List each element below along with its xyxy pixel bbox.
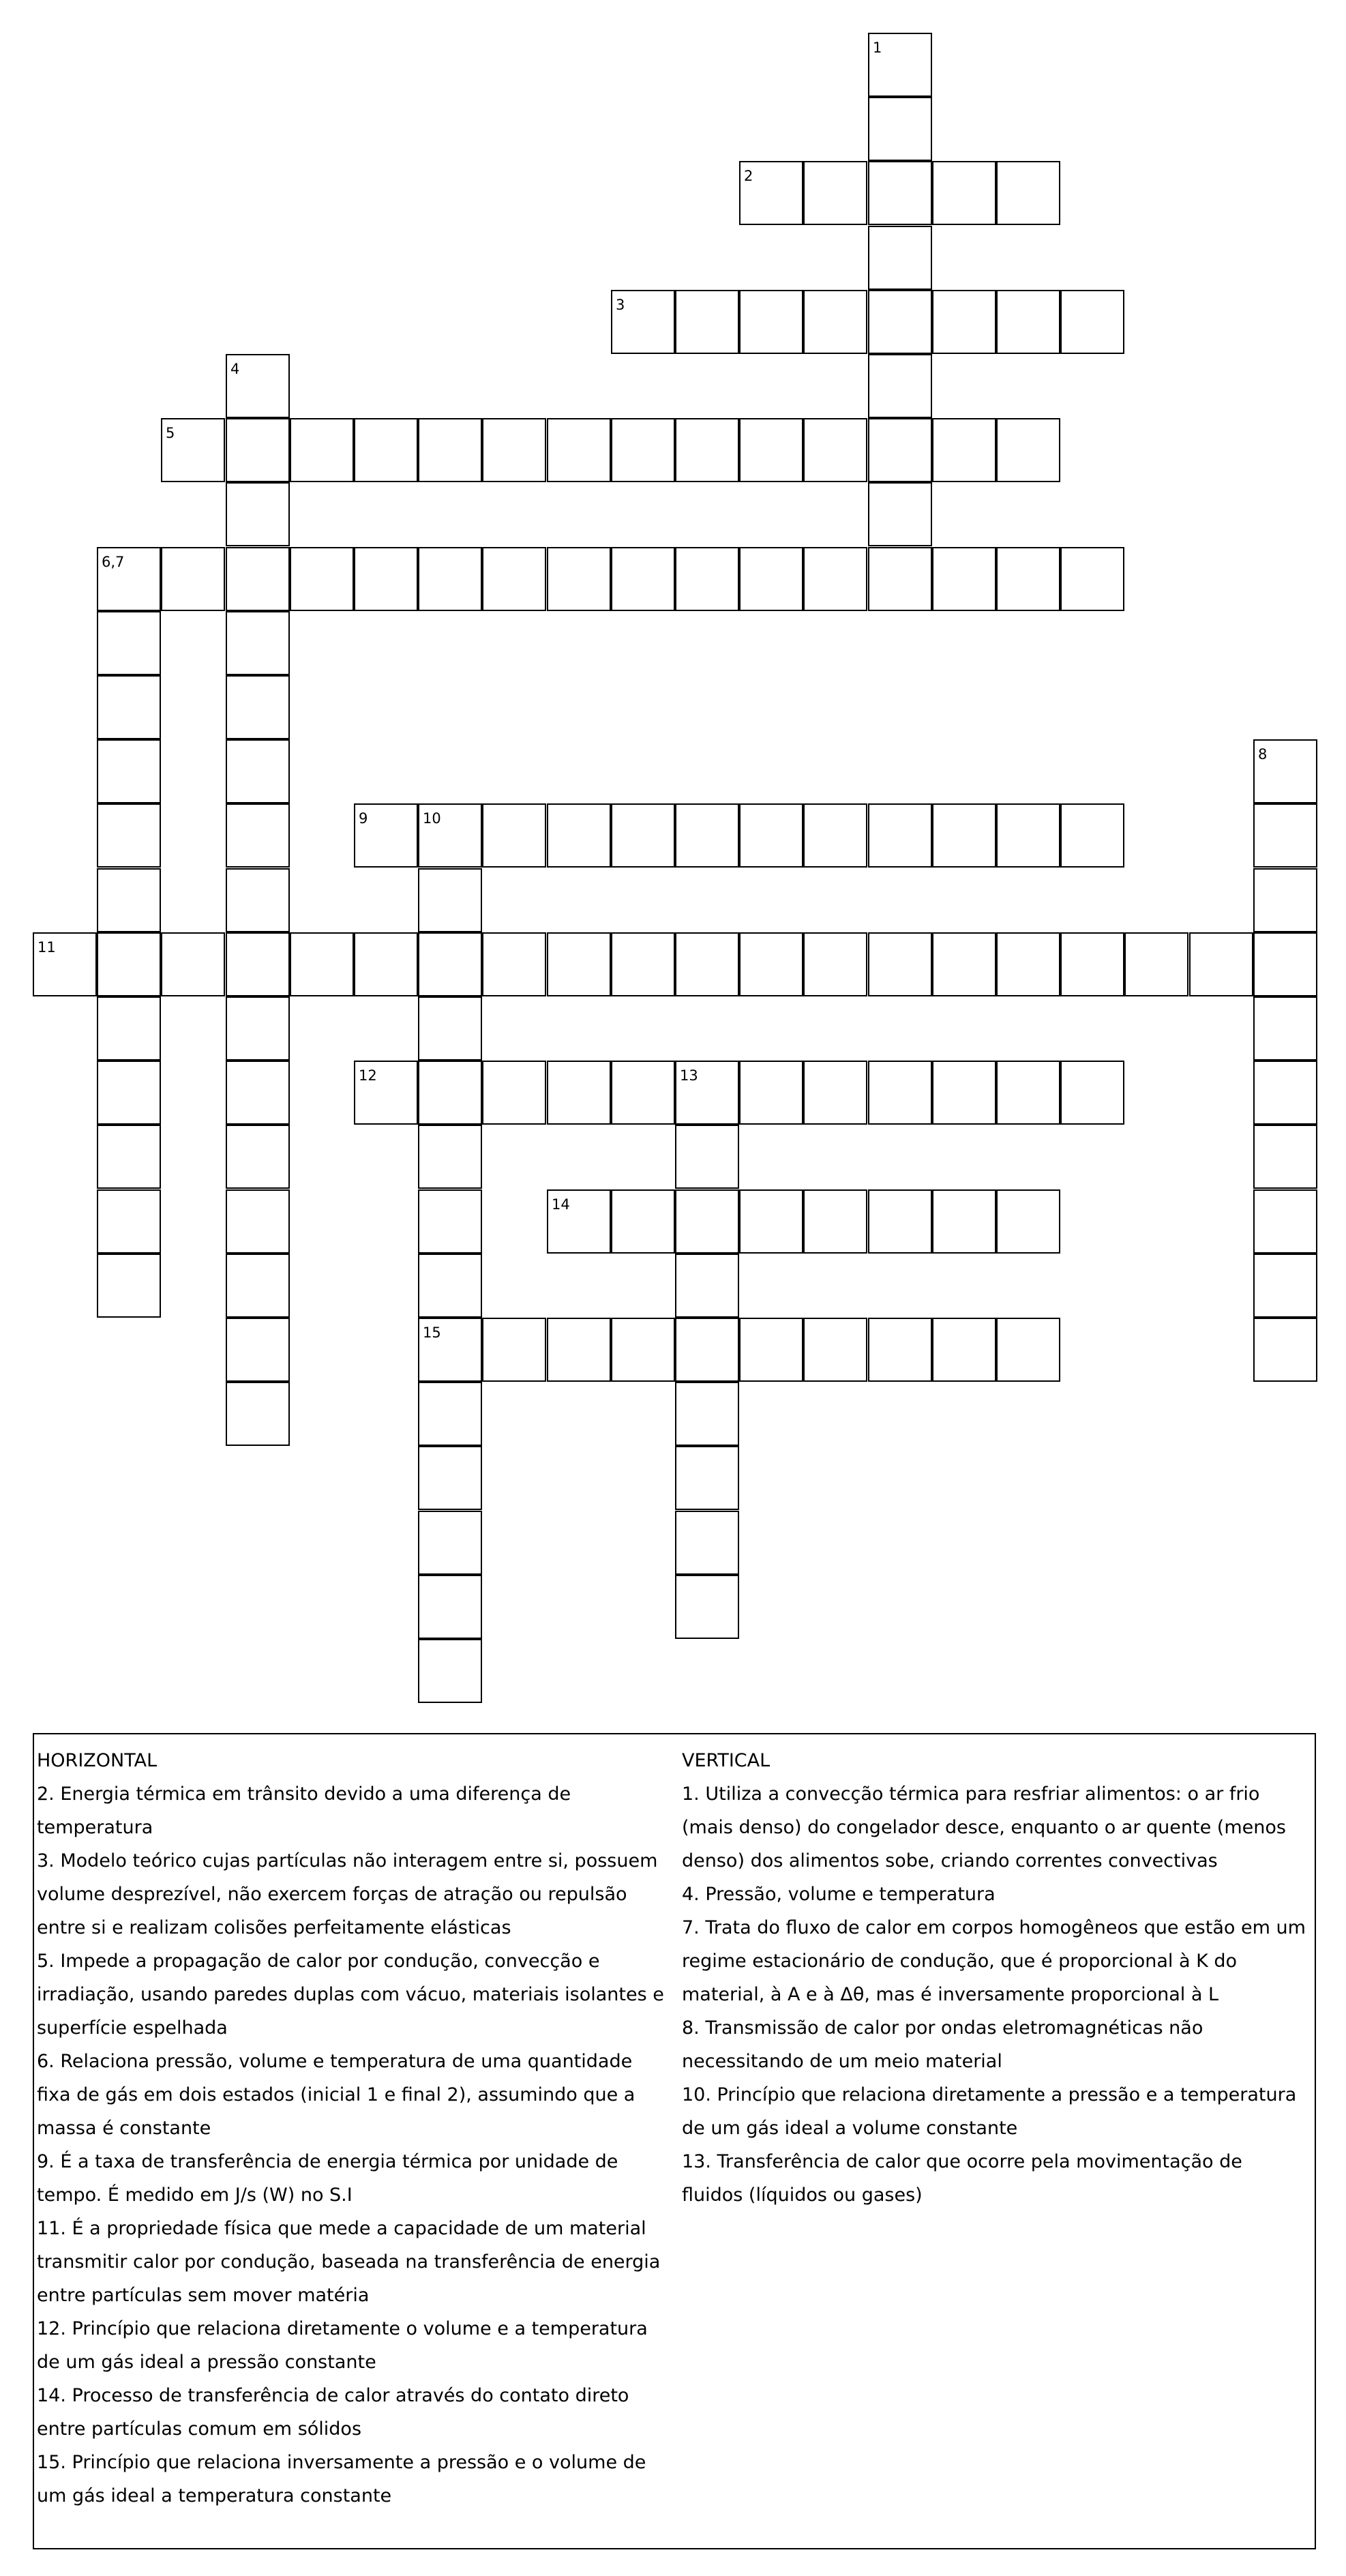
grid-cell[interactable]: [996, 803, 1060, 868]
grid-cell[interactable]: [675, 418, 739, 482]
grid-cell[interactable]: [97, 803, 161, 868]
grid-cell[interactable]: [1253, 1125, 1317, 1189]
grid-cell[interactable]: [97, 547, 161, 611]
grid-cell[interactable]: [611, 1189, 675, 1254]
grid-cell[interactable]: [418, 996, 482, 1061]
grid-cell[interactable]: [418, 547, 482, 611]
grid-cell[interactable]: [739, 803, 803, 868]
grid-cell[interactable]: [675, 1446, 739, 1510]
clue-number: 1: [873, 40, 882, 56]
grid-cell[interactable]: [547, 932, 611, 996]
grid-cell[interactable]: [611, 290, 675, 354]
clue-vertical-8: 8. Transmissão de calor por ondas eletromagnéticas não necessitando de um meio material: [682, 2017, 1203, 2072]
grid-cell[interactable]: [675, 1318, 739, 1382]
grid-cell[interactable]: [996, 418, 1060, 482]
clue-number: 12: [359, 1067, 377, 1084]
grid-cell[interactable]: [482, 803, 546, 868]
grid-cell[interactable]: [161, 932, 225, 996]
grid-cell[interactable]: [675, 803, 739, 868]
grid-cell[interactable]: [418, 932, 482, 996]
clue-number: 14: [552, 1196, 570, 1213]
grid-cell[interactable]: [739, 418, 803, 482]
clue-number: 4: [230, 361, 240, 377]
grid-cell[interactable]: [418, 1511, 482, 1575]
grid-cell[interactable]: [354, 418, 418, 482]
clue-number: 2: [744, 168, 753, 184]
horizontal-clues: [37, 1744, 668, 2513]
grid-cell[interactable]: [33, 932, 97, 996]
grid-cell[interactable]: [97, 932, 161, 996]
grid-cell[interactable]: [1060, 932, 1124, 996]
grid-cell[interactable]: [932, 932, 996, 996]
clue-horizontal-6: 6. Relaciona pressão, volume e temperatura de uma quantidade fixa de gás em dois estados (inicial 1 e final 2), assumindo que a massa é constante: [37, 2051, 635, 2139]
grid-cell[interactable]: [1253, 1318, 1317, 1382]
grid-cell[interactable]: [803, 1061, 867, 1125]
grid-cell[interactable]: [803, 803, 867, 868]
grid-cell[interactable]: [418, 868, 482, 932]
grid-cell[interactable]: [611, 803, 675, 868]
grid-cell[interactable]: [547, 803, 611, 868]
grid-cell[interactable]: [418, 1446, 482, 1510]
grid-cell[interactable]: [868, 33, 932, 97]
grid-cell[interactable]: [611, 1318, 675, 1382]
grid-cell[interactable]: [226, 739, 290, 803]
vertical-heading: VERTICAL: [682, 1750, 771, 1771]
grid-cell[interactable]: [1253, 1254, 1317, 1318]
grid-cell[interactable]: [1060, 547, 1124, 611]
grid-cell[interactable]: [868, 418, 932, 482]
grid-cell[interactable]: [418, 1382, 482, 1446]
grid-cell[interactable]: [226, 547, 290, 611]
grid-cell[interactable]: [97, 868, 161, 932]
grid-cell[interactable]: [739, 290, 803, 354]
grid-cell[interactable]: [97, 1125, 161, 1189]
grid-cell[interactable]: [97, 1254, 161, 1318]
grid-cell[interactable]: [932, 1318, 996, 1382]
grid-cell[interactable]: [418, 1575, 482, 1639]
grid-cell[interactable]: [547, 418, 611, 482]
grid-cell[interactable]: [226, 932, 290, 996]
grid-cell[interactable]: [868, 1318, 932, 1382]
grid-cell[interactable]: [868, 803, 932, 868]
grid-cell[interactable]: [675, 1254, 739, 1318]
grid-cell[interactable]: [996, 1189, 1060, 1254]
clue-vertical-7: 7. Trata do fluxo de calor em corpos homogêneos que estão em um regime estacionário de condução, que é proporcional à K do material, à A e à Δθ, mas é inversamente proporcional à L: [682, 1917, 1306, 2005]
grid-cell[interactable]: [868, 226, 932, 290]
grid-cell[interactable]: [290, 418, 354, 482]
grid-cell[interactable]: [418, 1189, 482, 1254]
grid-cell[interactable]: [996, 161, 1060, 225]
grid-cell[interactable]: [996, 547, 1060, 611]
grid-cell[interactable]: [226, 675, 290, 739]
grid-cell[interactable]: [1060, 1061, 1124, 1125]
grid-cell[interactable]: [932, 547, 996, 611]
grid-cell[interactable]: [1124, 932, 1188, 996]
grid-cell[interactable]: [1253, 1061, 1317, 1125]
grid-cell[interactable]: [290, 547, 354, 611]
clue-horizontal-5: 5. Impede a propagação de calor por condução, convecção e irradiação, usando paredes duplas com vácuo, materiais isolantes e superfície espelhada: [37, 1951, 664, 2039]
grid-cell[interactable]: [1060, 290, 1124, 354]
grid-cell[interactable]: [611, 932, 675, 996]
clue-number: 3: [616, 297, 625, 313]
grid-cell[interactable]: [226, 482, 290, 546]
grid-cell[interactable]: [739, 547, 803, 611]
grid-cell[interactable]: [226, 611, 290, 675]
grid-cell[interactable]: [996, 932, 1060, 996]
grid-cell[interactable]: [161, 547, 225, 611]
grid-cell[interactable]: [482, 1061, 546, 1125]
grid-cell[interactable]: [1060, 803, 1124, 868]
grid-cell[interactable]: [97, 611, 161, 675]
grid-cell[interactable]: [675, 1511, 739, 1575]
clue-horizontal-2: 2. Energia térmica em trânsito devido a uma diferença de temperatura: [37, 1783, 571, 1838]
grid-cell[interactable]: [354, 547, 418, 611]
grid-cell[interactable]: [482, 418, 546, 482]
clues-box: [33, 1733, 1316, 2549]
grid-cell[interactable]: [418, 1254, 482, 1318]
grid-cell[interactable]: [675, 290, 739, 354]
grid-cell[interactable]: [803, 161, 867, 225]
horizontal-heading: HORIZONTAL: [37, 1750, 158, 1771]
grid-cell[interactable]: [932, 1189, 996, 1254]
grid-cell[interactable]: [996, 1318, 1060, 1382]
grid-cell[interactable]: [803, 1318, 867, 1382]
grid-cell[interactable]: [97, 996, 161, 1061]
grid-cell[interactable]: [739, 1189, 803, 1254]
grid-cell[interactable]: [482, 1318, 546, 1382]
vertical-clues: [682, 1744, 1306, 2212]
grid-cell[interactable]: [868, 161, 932, 225]
grid-cell[interactable]: [547, 1061, 611, 1125]
grid-cell[interactable]: [482, 932, 546, 996]
grid-cell[interactable]: [611, 547, 675, 611]
grid-cell[interactable]: [611, 418, 675, 482]
clue-horizontal-3: 3. Modelo teórico cujas partículas não interagem entre si, possuem volume desprezível, não exercem forças de atração ou repulsão entre si e realizam colisões perfeitamente elásticas: [37, 1850, 658, 1938]
grid-cell[interactable]: [868, 97, 932, 161]
grid-cell[interactable]: [675, 1575, 739, 1639]
grid-cell[interactable]: [868, 290, 932, 354]
grid-cell[interactable]: [97, 739, 161, 803]
grid-cell[interactable]: [1253, 932, 1317, 996]
grid-cell[interactable]: [418, 1061, 482, 1125]
clue-number: 6,7: [102, 554, 125, 570]
grid-cell[interactable]: [226, 354, 290, 418]
grid-cell[interactable]: [932, 803, 996, 868]
clue-horizontal-12: 12. Princípio que relaciona diretamente o volume e a temperatura de um gás ideal a pressão constante: [37, 2318, 648, 2373]
clue-number: 15: [423, 1324, 441, 1341]
grid-cell[interactable]: [97, 675, 161, 739]
grid-cell[interactable]: [932, 1061, 996, 1125]
grid-cell[interactable]: [932, 161, 996, 225]
clue-horizontal-15: 15. Princípio que relaciona inversamente a pressão e o volume de um gás ideal a temperatura constante: [37, 2452, 646, 2506]
grid-cell[interactable]: [226, 996, 290, 1061]
grid-cell[interactable]: [803, 418, 867, 482]
clue-horizontal-14: 14. Processo de transferência de calor através do contato direto entre partículas comum em sólidos: [37, 2385, 629, 2440]
clue-number: 13: [680, 1067, 698, 1084]
grid-cell[interactable]: [803, 547, 867, 611]
grid-cell[interactable]: [226, 418, 290, 482]
grid-cell[interactable]: [547, 1189, 611, 1254]
grid-cell[interactable]: [547, 1318, 611, 1382]
grid-cell[interactable]: [482, 547, 546, 611]
clue-vertical-10: 10. Princípio que relaciona diretamente a pressão e a temperatura de um gás ideal a volume constante: [682, 2084, 1297, 2139]
grid-cell[interactable]: [996, 1061, 1060, 1125]
clue-number: 8: [1258, 746, 1268, 763]
grid-cell[interactable]: [226, 1318, 290, 1382]
grid-cell[interactable]: [675, 1382, 739, 1446]
grid-cell[interactable]: [290, 932, 354, 996]
grid-cell[interactable]: [354, 932, 418, 996]
grid-cell[interactable]: [1253, 739, 1317, 803]
grid-cell[interactable]: [1189, 932, 1253, 996]
grid-cell[interactable]: [739, 932, 803, 996]
grid-cell[interactable]: [675, 1125, 739, 1189]
grid-cell[interactable]: [803, 290, 867, 354]
grid-cell[interactable]: [1253, 996, 1317, 1061]
clue-number: 11: [38, 939, 56, 956]
grid-cell[interactable]: [418, 1639, 482, 1703]
grid-cell[interactable]: [226, 1061, 290, 1125]
clue-vertical-4: 4. Pressão, volume e temperatura: [682, 1884, 996, 1905]
clue-number: 5: [166, 425, 175, 441]
grid-cell[interactable]: [868, 1189, 932, 1254]
grid-cell[interactable]: [97, 1189, 161, 1254]
grid-cell[interactable]: [675, 932, 739, 996]
grid-cell[interactable]: [226, 1382, 290, 1446]
grid-cell[interactable]: [932, 418, 996, 482]
grid-cell[interactable]: [547, 547, 611, 611]
grid-cell[interactable]: [354, 803, 418, 868]
clue-vertical-1: 1. Utiliza a convecção térmica para resfriar alimentos: o ar frio (mais denso) do congelador desce, enquanto o ar quente (menos denso) dos alimentos sobe, criando correntes convectivas: [682, 1783, 1286, 1871]
grid-cell[interactable]: [418, 418, 482, 482]
grid-cell[interactable]: [675, 547, 739, 611]
grid-cell[interactable]: [226, 1254, 290, 1318]
grid-cell[interactable]: [675, 1061, 739, 1125]
clue-vertical-13: 13. Transferência de calor que ocorre pela movimentação de fluidos (líquidos ou gases): [682, 2151, 1242, 2206]
grid-cell[interactable]: [354, 1061, 418, 1125]
grid-cell[interactable]: [803, 932, 867, 996]
grid-cell[interactable]: [611, 1061, 675, 1125]
grid-cell[interactable]: [226, 1189, 290, 1254]
grid-cell[interactable]: [803, 1189, 867, 1254]
grid-cell[interactable]: [868, 482, 932, 546]
clue-number: 10: [423, 810, 441, 827]
grid-cell[interactable]: [868, 1061, 932, 1125]
clue-number: 9: [359, 810, 368, 827]
grid-cell[interactable]: [226, 803, 290, 868]
grid-cell[interactable]: [226, 868, 290, 932]
grid-cell[interactable]: [739, 1318, 803, 1382]
grid-cell[interactable]: [97, 1061, 161, 1125]
grid-cell[interactable]: [996, 290, 1060, 354]
clue-horizontal-11: 11. É a propriedade física que mede a capacidade de um material transmitir calor por condução, baseada na transferência de energia entre partículas sem mover matéria: [37, 2218, 661, 2306]
grid-cell[interactable]: [739, 1061, 803, 1125]
grid-cell[interactable]: [932, 290, 996, 354]
grid-cell[interactable]: [226, 1125, 290, 1189]
clue-horizontal-9: 9. É a taxa de transferência de energia térmica por unidade de tempo. É medido em J/s (W) no S.I: [37, 2151, 618, 2206]
grid-cell[interactable]: [418, 1318, 482, 1382]
grid-cell[interactable]: [418, 803, 482, 868]
grid-cell[interactable]: [1253, 803, 1317, 868]
grid-cell[interactable]: [868, 547, 932, 611]
grid-cell[interactable]: [739, 161, 803, 225]
grid-cell[interactable]: [868, 932, 932, 996]
grid-cell[interactable]: [1253, 868, 1317, 932]
grid-cell[interactable]: [675, 1189, 739, 1254]
grid-cell[interactable]: [161, 418, 225, 482]
grid-cell[interactable]: [868, 354, 932, 418]
grid-cell[interactable]: [1253, 1189, 1317, 1254]
grid-cell[interactable]: [418, 1125, 482, 1189]
